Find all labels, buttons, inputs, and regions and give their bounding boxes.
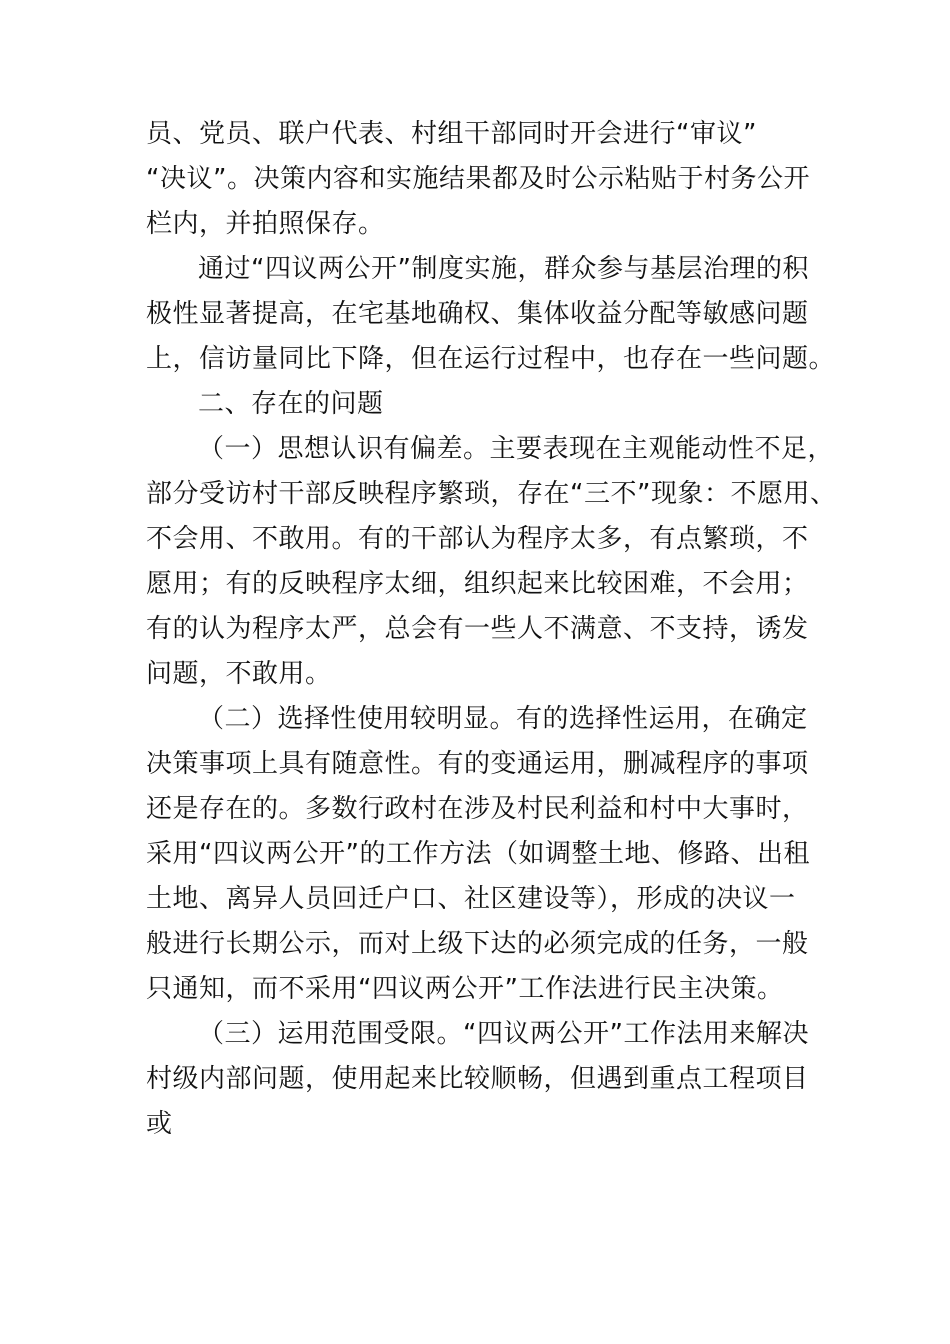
text-line: 般进行长期公示，而对上级下达的必须完成的任务，一般 <box>146 929 809 959</box>
text-line: 极性显著提高，在宅基地确权、集体收益分配等敏感问题 <box>146 299 809 329</box>
text-line: 采用“四议两公开”的工作方法（如调整土地、修路、出租 <box>146 839 810 869</box>
text-line: 或 <box>146 1109 173 1139</box>
text-line: 部分受访村干部反映程序繁琐，存在“三不”现象：不愿用、 <box>146 479 837 509</box>
paragraph-first-line: 通过“四议两公开”制度实施，群众参与基层治理的积 <box>198 254 809 284</box>
paragraph-first-line: （一）思想认识有偏差。主要表现在主观能动性不足， <box>198 434 835 464</box>
document-body <box>146 112 836 1147</box>
text-line: 还是存在的。多数行政村在涉及村民利益和村中大事时， <box>146 794 809 824</box>
text-line: 员、党员、联户代表、村组干部同时开会进行“审议” <box>146 119 757 149</box>
text-line: 栏内，并拍照保存。 <box>146 209 385 239</box>
paragraph-first-line: （二）选择性使用较明显。有的选择性运用，在确定 <box>198 704 808 734</box>
text-line: 不会用、不敢用。有的干部认为程序太多，有点繁琐，不 <box>146 524 809 554</box>
text-line: 村级内部问题，使用起来比较顺畅，但遇到重点工程项目 <box>146 1064 809 1094</box>
text-line: 上，信访量同比下降，但在运行过程中，也存在一些问题。 <box>146 344 836 374</box>
text-line: 问题，不敢用。 <box>146 659 332 689</box>
text-line: “决议”。决策内容和实施结果都及时公示粘贴于村务公开 <box>146 164 810 194</box>
text-line: 决策事项上具有随意性。有的变通运用，删减程序的事项 <box>146 749 809 779</box>
paragraph-first-line: （三）运用范围受限。“四议两公开”工作法用来解决 <box>198 1019 809 1049</box>
text-line: 有的认为程序太严，总会有一些人不满意、不支持，诱发 <box>146 614 809 644</box>
text-line: 只通知，而不采用“四议两公开”工作法进行民主决策。 <box>146 974 784 1004</box>
text-line: 土地、离异人员回迁户口、社区建设等），形成的决议一 <box>146 884 796 914</box>
section-heading: 二、存在的问题 <box>198 389 384 419</box>
text-line: 愿用；有的反映程序太细，组织起来比较困难，不会用； <box>146 569 809 599</box>
